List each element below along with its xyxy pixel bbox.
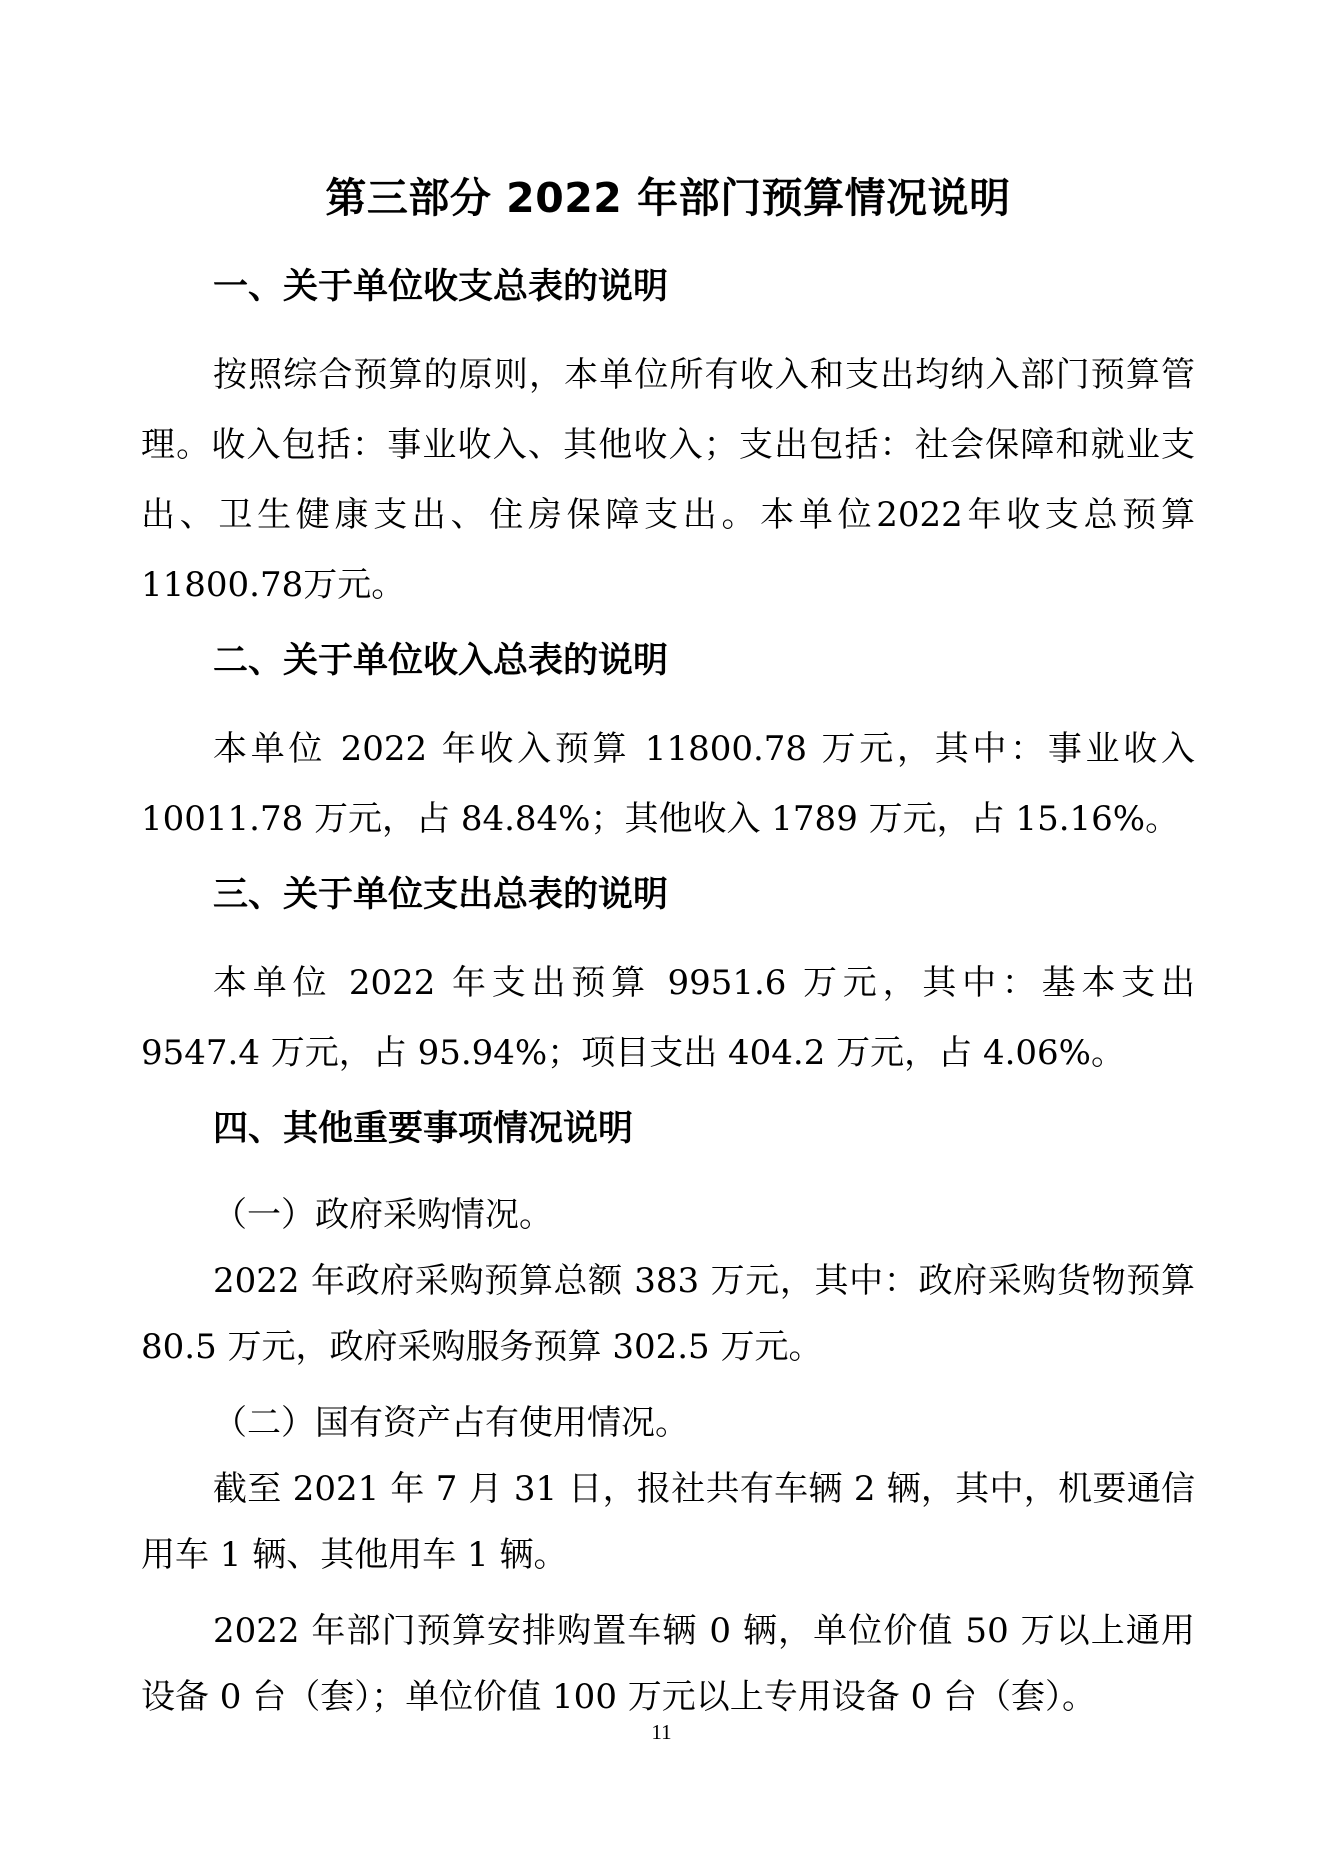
- section-heading-3: 三、关于单位支出总表的说明: [213, 875, 669, 915]
- subsection-paragraph-vehicles: 截至 2021 年 7 月 31 日，报社共有车辆 2 辆，其中，机要通信用车 1 辆、其他用车 1 辆。: [141, 1469, 1195, 1575]
- subsection-heading-assets: （二）国有资产占有使用情况。: [213, 1403, 689, 1443]
- document-title: 第三部分 2022 年部门预算情况说明: [325, 174, 1011, 222]
- subsection-paragraph-procurement: 2022 年政府采购预算总额 383 万元，其中：政府采购货物预算 80.5 万元，政府采购服务预算 302.5 万元。: [141, 1261, 1195, 1367]
- section-heading-4: 四、其他重要事项情况说明: [213, 1109, 634, 1149]
- subsection-paragraph-equipment: 2022 年部门预算安排购置车辆 0 辆，单位价值 50 万以上通用设备 0 台（套）；单位价值 100 万元以上专用设备 0 台（套）。: [141, 1611, 1195, 1717]
- page-number: 11: [651, 1720, 672, 1744]
- section-paragraph-2: 本单位 2022 年收入预算 11800.78 万元，其中：事业收入 10011.78 万元，占 84.84%；其他收入 1789 万元，占 15.16%。: [141, 729, 1195, 839]
- subsection-heading-procurement: （一）政府采购情况。: [213, 1195, 553, 1235]
- document-body: [141, 168, 1195, 1730]
- section-paragraph-3: 本单位 2022 年支出预算 9951.6 万元，其中：基本支出 9547.4 万元，占 95.94%；项目支出 404.2 万元，占 4.06%。: [141, 963, 1195, 1073]
- section-heading-1: 一、关于单位收支总表的说明: [213, 267, 669, 307]
- section-paragraph-1: 按照综合预算的原则，本单位所有收入和支出均纳入部门预算管理。收入包括：事业收入、其他收入；支出包括：社会保障和就业支出、卫生健康支出、住房保障支出。本单位2022年收支总预算11800.78万元。: [141, 355, 1195, 605]
- section-heading-2: 二、关于单位收入总表的说明: [213, 641, 669, 681]
